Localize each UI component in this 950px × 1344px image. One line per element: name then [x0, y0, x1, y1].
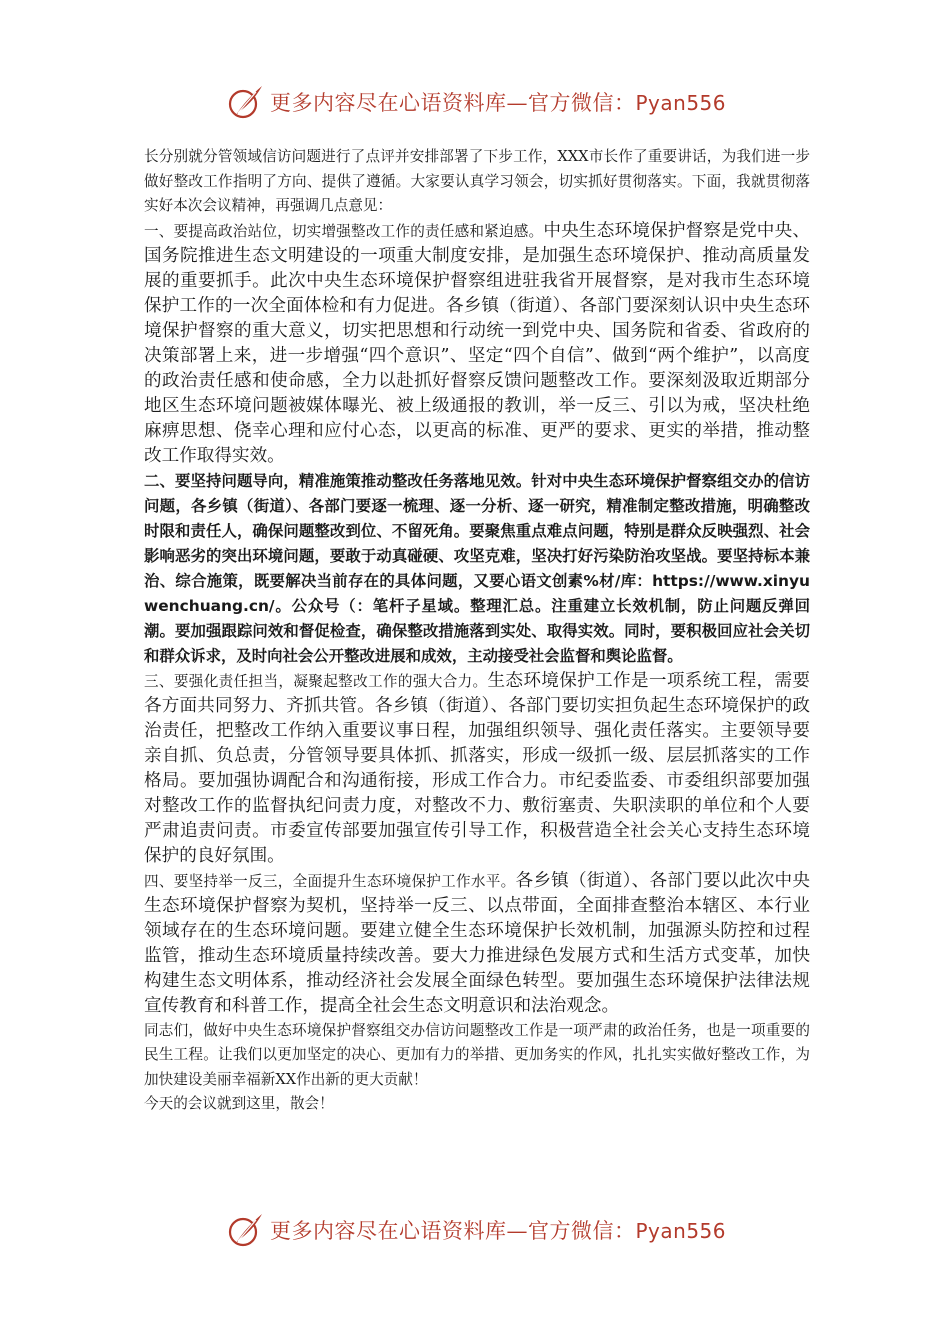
intro-paragraph: 长分别就分管领域信访问题进行了点评并安排部署了下步工作，XXX市长作了重要讲话，为我们进一步做好整改工作指明了方向、提供了遵循。大家要认真学习领会，切实抓好贯彻落实。下面，我就贯彻落实好本次会议精神，再强调几点意见：: [144, 148, 810, 214]
wechat-id: Pyan556: [635, 1219, 727, 1243]
section-two: 二、要坚持问题导向，精准施策推动整改任务落地见效。针对中央生态环境保护督察组交办的信访问题，各乡镇（街道）、各部门要逐一梳理、逐一分析、逐一研究，精准制定整改措施，明确整改时限和责任人，确保问题整改到位、不留死角。要聚焦重点难点问题，特别是群众反映强烈、社会影响恶劣的突出环境问题，要敢于动真碰硬、攻坚克难，坚决打好污染防治攻坚战。要坚持标本兼治、综合施策，既要解决当前存在的具体问题，又要心语文创素%材/库：https://www.xinyuwenchuang.cn/。公众号（：笔杆子星域。整理汇总。注重建立长效机制，防止问题反弹回潮。要加强跟踪问效和督促检查，确保整改措施落到实处、取得实效。同时，要积极回应社会关切和群众诉求，及时向社会公开整改进展和成效，主动接受社会监督和舆论监督。: [144, 471, 810, 665]
closing-paragraph: 同志们，做好中央生态环境保护督察组交办信访问题整改工作是一项严肃的政治任务，也是一项重要的民生工程。让我们以更加坚定的决心、更加有力的举措、更加务实的作风，扎扎实实做好整改工作，为加快建设美丽幸福新XX作出新的更大贡献！: [144, 1021, 810, 1088]
section-three: [144, 669, 810, 869]
watermark-banner-bottom: [226, 1210, 746, 1250]
section-one-body: 中央生态环境保护督察是党中央、国务院推进生态文明建设的一项重大制度安排，是加强生态环境保护、推动高质量发展的重要抓手。此次中央生态环境保护督察组进驻我省开展督察，是对我市生态环境保护工作的一次全面体检和有力促进。各乡镇（街道）、各部门要深刻认识中央生态环境保护督察的重大意义，切实把思想和行动统一到党中央、国务院和省委、省政府的决策部署上来，进一步增强“四个意识”、坚定“四个自信”、做到“两个维护”，以高度的政治责任感和使命感，全力以赴抓好督察反馈问题整改工作。要深刻汲取近期部分地区生态环境问题被媒体曝光、被上级通报的教训，举一反三、引以为戒，坚决杜绝麻痹思想、侥幸心理和应付心态，以更高的标准、更严的要求、更实的举措，推动整改工作取得实效。: [144, 220, 810, 466]
document-body: [144, 145, 810, 1117]
feather-pen-logo-icon: [226, 82, 266, 122]
section-four: [144, 869, 810, 1019]
feather-pen-logo-icon: [226, 1210, 266, 1250]
section-three-heading: 三、要强化责任担当，凝聚起整改工作的强大合力。: [144, 672, 488, 690]
final-line: 今天的会议就到这里，散会！: [144, 1095, 334, 1112]
wechat-id: Pyan556: [635, 91, 727, 115]
watermark-text: 更多内容尽在心语资料库—官方微信：Pyan556: [270, 1219, 727, 1243]
watermark-banner-top: [226, 82, 746, 122]
section-three-body: 生态环境保护工作是一项系统工程，需要各方面共同努力、齐抓共管。各乡镇（街道）、各部门要切实担负起生态环境保护的政治责任，把整改工作纳入重要议事日程，加强组织领导、强化责任落实。主要领导要亲自抓、负总责，分管领导要具体抓、抓落实，形成一级抓一级、层层抓落实的工作格局。要加强协调配合和沟通衔接，形成工作合力。市纪委监委、市委组织部要加强对整改工作的监督执纪问责力度，对整改不力、敷衍塞责、失职渎职的单位和个人要严肃追责问责。市委宣传部要加强宣传引导工作，积极营造全社会关心支持生态环境保护的良好氛围。: [144, 670, 810, 866]
section-four-heading: 四、要坚持举一反三，全面提升生态环境保护工作水平。: [144, 872, 516, 890]
section-one-heading: 一、要提高政治站位，切实增强整改工作的责任感和紧迫感。: [144, 222, 544, 240]
watermark-text: 更多内容尽在心语资料库—官方微信：Pyan556: [270, 91, 727, 115]
section-one: [144, 219, 810, 469]
section-four-body: 各乡镇（街道）、各部门要以此次中央生态环境保护督察为契机，坚持举一反三、以点带面，全面排查整治本辖区、本行业领域存在的生态环境问题。要建立健全生态环境保护长效机制，加强源头防控和过程监管，推动生态环境质量持续改善。要大力推进绿色发展方式和生活方式变革，加快构建生态文明体系，推动经济社会发展全面绿色转型。要加强生态环境保护法律法规宣传教育和科普工作，提高全社会生态文明意识和法治观念。: [144, 870, 810, 1016]
